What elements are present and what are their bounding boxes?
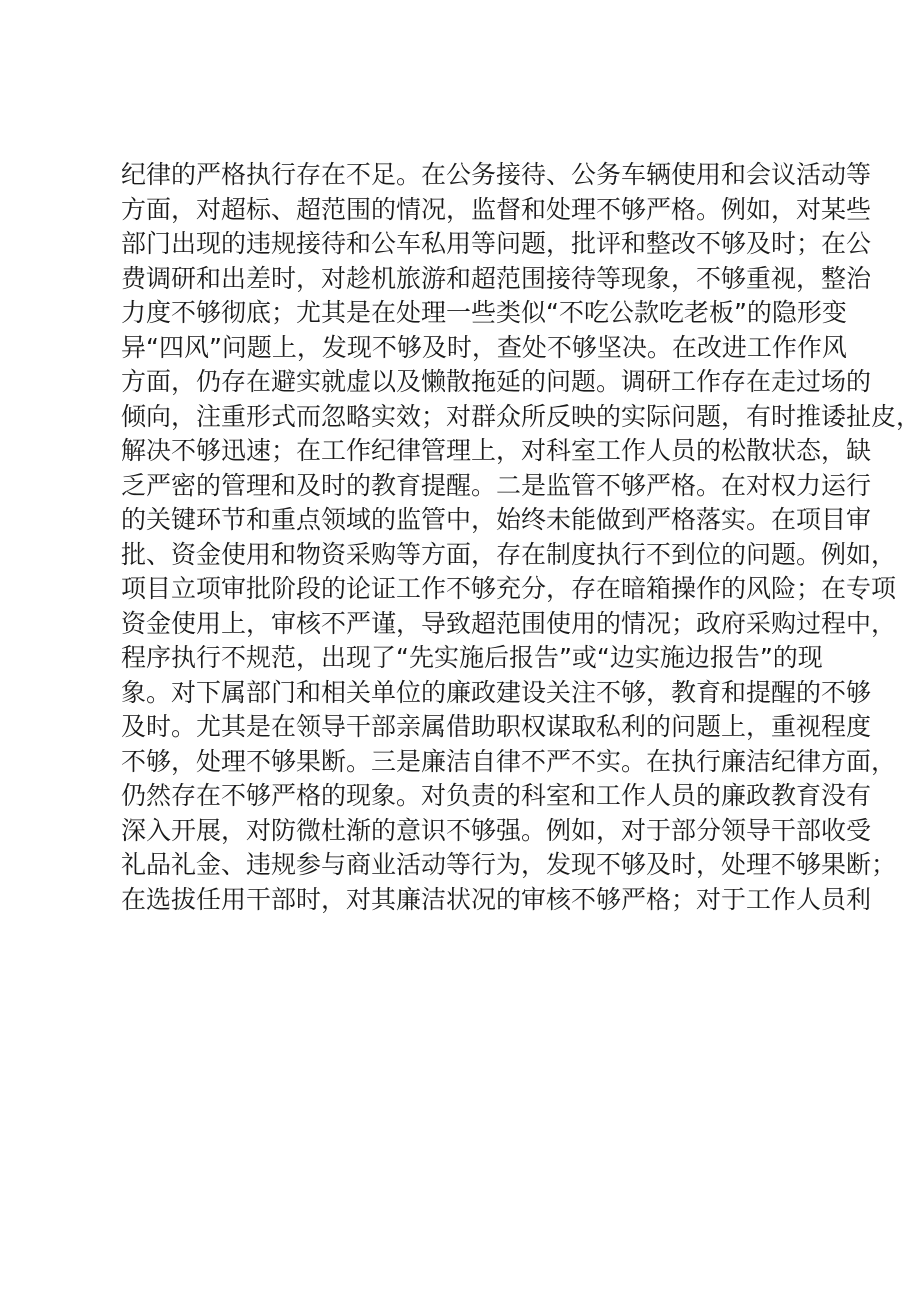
text-line: 深入开展，对防微杜渐的意识不够强。例如，对于部分领导干部收受 [121, 815, 872, 845]
text-line: 纪律的严格执行存在不足。在公务接待、公务车辆使用和会议活动等 [121, 160, 872, 189]
text-line: 乏严密的管理和及时的教育提醒。二是监管不够严格。在对权力运行 [121, 470, 872, 500]
text-line: 的关键环节和重点领域的监管中，始终未能做到严格落实。在项目审 [121, 505, 872, 534]
text-line: 项目立项审批阶段的论证工作不够充分，存在暗箱操作的风险；在专项 [121, 574, 897, 603]
text-line: 方面，仍存在避实就虚以及懒散拖延的问题。调研工作存在走过场的 [121, 367, 872, 396]
text-line: 资金使用上，审核不严谨，导致超范围使用的情况；政府采购过程中， [121, 608, 897, 638]
text-line: 方面，对超标、超范围的情况，监督和处理不够严格。例如，对某些 [121, 194, 872, 224]
text-line: 礼品礼金、违规参与商业活动等行为，发现不够及时，处理不够果断； [121, 850, 897, 879]
body-text [121, 158, 921, 917]
text-line: 不够，处理不够果断。三是廉洁自律不严不实。在执行廉洁纪律方面， [121, 746, 897, 776]
text-line: 部门出现的违规接待和公车私用等问题，批评和整改不够及时；在公 [121, 229, 872, 258]
text-line: 及时。尤其是在领导干部亲属借助职权谋取私利的问题上，重视程度 [121, 712, 872, 741]
text-line: 力度不够彻底；尤其是在处理一些类似“不吃公款吃老板”的隐形变 [121, 298, 847, 327]
text-line: 解决不够迅速；在工作纪律管理上，对科室工作人员的松散状态，缺 [121, 436, 872, 465]
text-line: 异“四风”问题上，发现不够及时，查处不够坚决。在改进工作作风 [121, 332, 847, 362]
text-line: 仍然存在不够严格的现象。对负责的科室和工作人员的廉政教育没有 [121, 781, 872, 810]
text-line: 象。对下属部门和相关单位的廉政建设关注不够，教育和提醒的不够 [121, 677, 872, 707]
text-line: 在选拔任用干部时，对其廉洁状况的审核不够严格；对于工作人员利 [121, 884, 872, 914]
text-line: 倾向，注重形式而忽略实效；对群众所反映的实际问题，有时推诿扯皮， [121, 401, 921, 431]
text-line: 程序执行不规范，出现了“先实施后报告”或“边实施边报告”的现 [121, 643, 823, 672]
text-line: 费调研和出差时，对趁机旅游和超范围接待等现象，不够重视，整治 [121, 263, 872, 293]
text-line: 批、资金使用和物资采购等方面，存在制度执行不到位的问题。例如， [121, 539, 897, 569]
